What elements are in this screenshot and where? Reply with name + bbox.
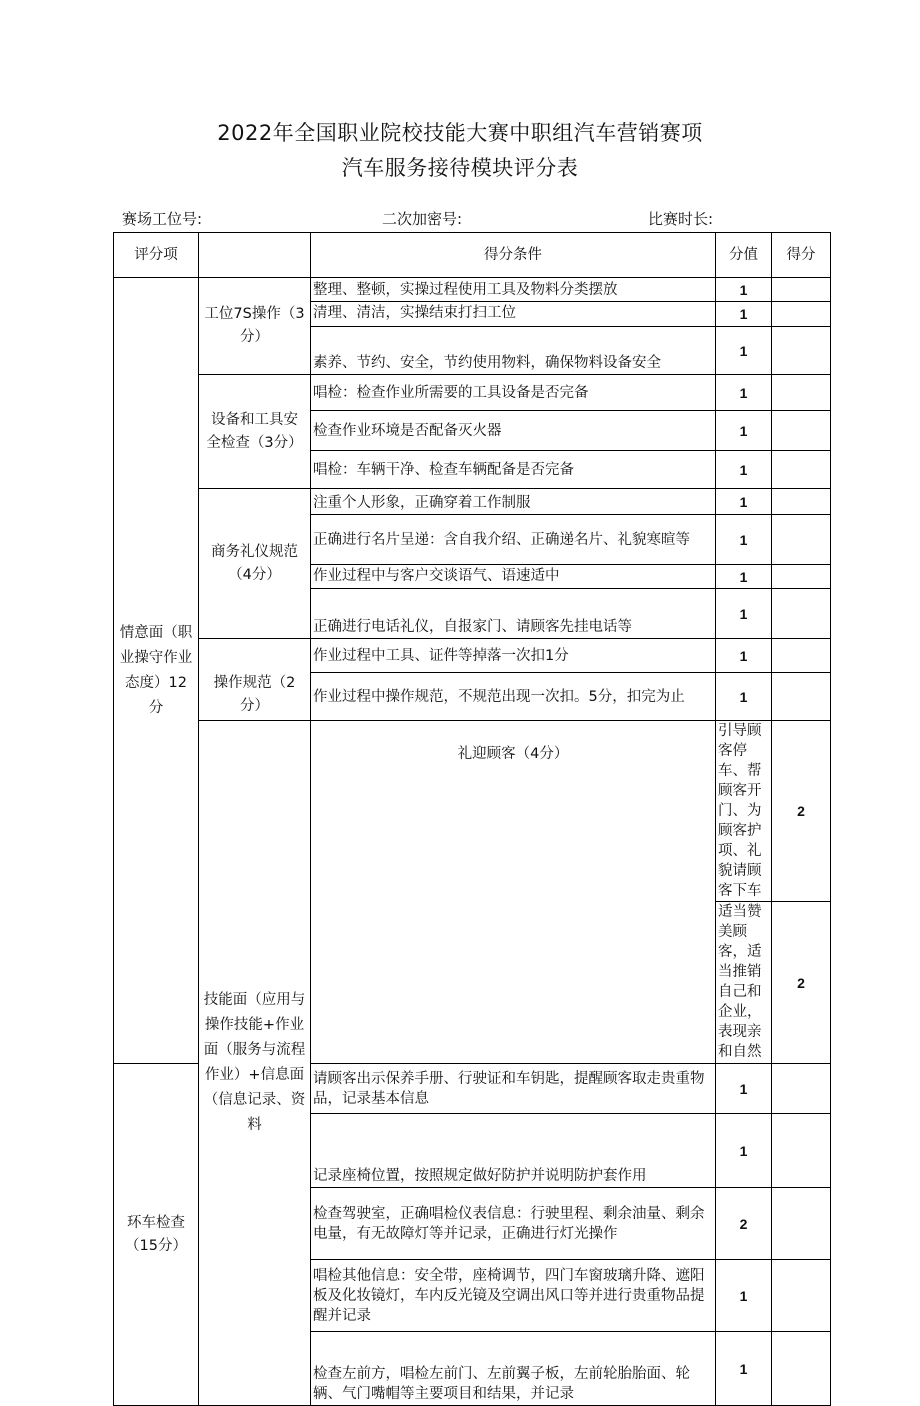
score-cell[interactable] xyxy=(772,589,831,639)
secret-code-label: 二次加密号: xyxy=(382,210,463,228)
condition-cell: 记录座椅位置，按照规定做好防护并说明防护套作用 xyxy=(311,1114,716,1188)
value-cell: 1 xyxy=(716,1114,772,1188)
header-score: 得分 xyxy=(772,233,831,278)
sub-inspection: 环车检查（15分） xyxy=(114,1064,199,1406)
score-cell[interactable] xyxy=(772,1188,831,1260)
condition-cell: 唱检其他信息：安全带，座椅调节，四门车窗玻璃升降、遮阳板及化妆镜灯，车内反光镜及空调出风口等并进行贵重物品提醒并记录 xyxy=(311,1260,716,1332)
condition-cell: 素养、节约、安全，节约使用物料，确保物料设备安全 xyxy=(311,327,716,375)
condition-cell: 作业过程中操作规范，不规范出现一次扣。5分，扣完为止 xyxy=(311,673,716,721)
score-cell[interactable] xyxy=(772,375,831,411)
score-cell[interactable] xyxy=(772,565,831,589)
value-cell: 1 xyxy=(716,515,772,565)
category-attitude: 情意面（职业操守作业态度）12分 xyxy=(114,278,199,1064)
value-cell: 1 xyxy=(716,1332,772,1406)
table-row xyxy=(114,375,831,411)
score-cell[interactable] xyxy=(772,489,831,515)
condition-cell: 唱检：车辆干净、检查车辆配备是否完备 xyxy=(311,451,716,489)
sub-equipment: 设备和工具安全检查（3分） xyxy=(199,375,311,489)
header-empty xyxy=(199,233,311,278)
scoring-table xyxy=(113,232,831,1406)
score-cell[interactable] xyxy=(772,1260,831,1332)
value-cell: 2 xyxy=(772,902,831,1064)
header-item: 评分项 xyxy=(114,233,199,278)
condition-cell: 请顾客出示保养手册、行驶证和车钥匙，提醒顾客取走贵重物品，记录基本信息 xyxy=(311,1064,716,1114)
score-cell[interactable] xyxy=(772,411,831,451)
condition-cell: 整理、整顿，实操过程使用工具及物料分类摆放 xyxy=(311,278,716,302)
condition-cell: 注重个人形象，正确穿着工作制服 xyxy=(311,489,716,515)
condition-cell: 清理、清洁，实操结束打扫工位 xyxy=(311,302,716,327)
value-cell: 2 xyxy=(716,1188,772,1260)
value-cell: 1 xyxy=(716,565,772,589)
condition-cell: 检查作业环境是否配备灭火器 xyxy=(311,411,716,451)
value-cell: 1 xyxy=(716,375,772,411)
value-cell: 1 xyxy=(716,278,772,302)
value-cell: 1 xyxy=(716,1260,772,1332)
value-cell: 1 xyxy=(716,411,772,451)
condition-cell: 作业过程中工具、证件等掉落一次扣1分 xyxy=(311,639,716,673)
score-cell[interactable] xyxy=(772,1332,831,1406)
score-cell[interactable] xyxy=(772,1064,831,1114)
score-cell[interactable] xyxy=(772,327,831,375)
sub-7s: 工位7S操作（3分） xyxy=(199,278,311,375)
table-row xyxy=(114,489,831,515)
value-cell: 1 xyxy=(716,302,772,327)
score-cell[interactable] xyxy=(772,451,831,489)
value-cell: 1 xyxy=(716,639,772,673)
table-row xyxy=(114,721,831,902)
category-skills: 技能面（应用与操作技能+作业面（服务与流程作业）+信息面（信息记录、资料 xyxy=(199,721,311,1406)
title-line-2: 汽车服务接待模块评分表 xyxy=(341,156,579,180)
table-row xyxy=(114,278,831,302)
value-cell: 2 xyxy=(772,721,831,902)
score-cell[interactable] xyxy=(772,673,831,721)
table-row xyxy=(114,639,831,673)
value-cell: 1 xyxy=(716,327,772,375)
condition-cell: 检查驾驶室，正确唱检仪表信息：行驶里程、剩余油量、剩余电量，有无故障灯等并记录，正确进行灯光操作 xyxy=(311,1188,716,1260)
condition-cell: 唱检：检查作业所需要的工具设备是否完备 xyxy=(311,375,716,411)
condition-cell: 正确进行名片呈递：含自我介绍、正确递名片、礼貌寒暄等 xyxy=(311,515,716,565)
duration-label: 比赛时长: xyxy=(648,210,714,228)
sub-welcome: 礼迎顾客（4分） xyxy=(311,721,716,1064)
sub-operation: 操作规范（2分） xyxy=(199,639,311,721)
header-condition: 得分条件 xyxy=(311,233,716,278)
condition-cell: 适当赞美顾客，适当推销自己和企业，表现亲和自然 xyxy=(716,902,772,1064)
score-cell[interactable] xyxy=(772,278,831,302)
value-cell: 1 xyxy=(716,451,772,489)
sub-etiquette: 商务礼仪规范（4分） xyxy=(199,489,311,639)
header-value: 分值 xyxy=(716,233,772,278)
condition-cell: 检查左前方，唱检左前门、左前翼子板，左前轮胎胎面、轮辆、气门嘴帽等主要项目和结果，并记录 xyxy=(311,1332,716,1406)
condition-cell: 作业过程中与客户交谈语气、语速适中 xyxy=(311,565,716,589)
value-cell: 1 xyxy=(716,489,772,515)
score-cell[interactable] xyxy=(772,515,831,565)
value-cell: 1 xyxy=(716,1064,772,1114)
value-cell: 1 xyxy=(716,589,772,639)
score-cell[interactable] xyxy=(772,302,831,327)
value-cell: 1 xyxy=(716,673,772,721)
condition-cell: 正确进行电话礼仪，自报家门、请顾客先挂电话等 xyxy=(311,589,716,639)
title-line-1: 2022年全国职业院校技能大赛中职组汽车营销赛项 xyxy=(217,121,703,145)
header-row xyxy=(114,233,831,278)
score-cell[interactable] xyxy=(772,639,831,673)
score-cell[interactable] xyxy=(772,1114,831,1188)
station-number-label: 赛场工位号: xyxy=(122,210,203,228)
condition-cell: 引导顾客停车、帮顾客开门、为顾客护项、礼貌请顾客下车 xyxy=(716,721,772,902)
